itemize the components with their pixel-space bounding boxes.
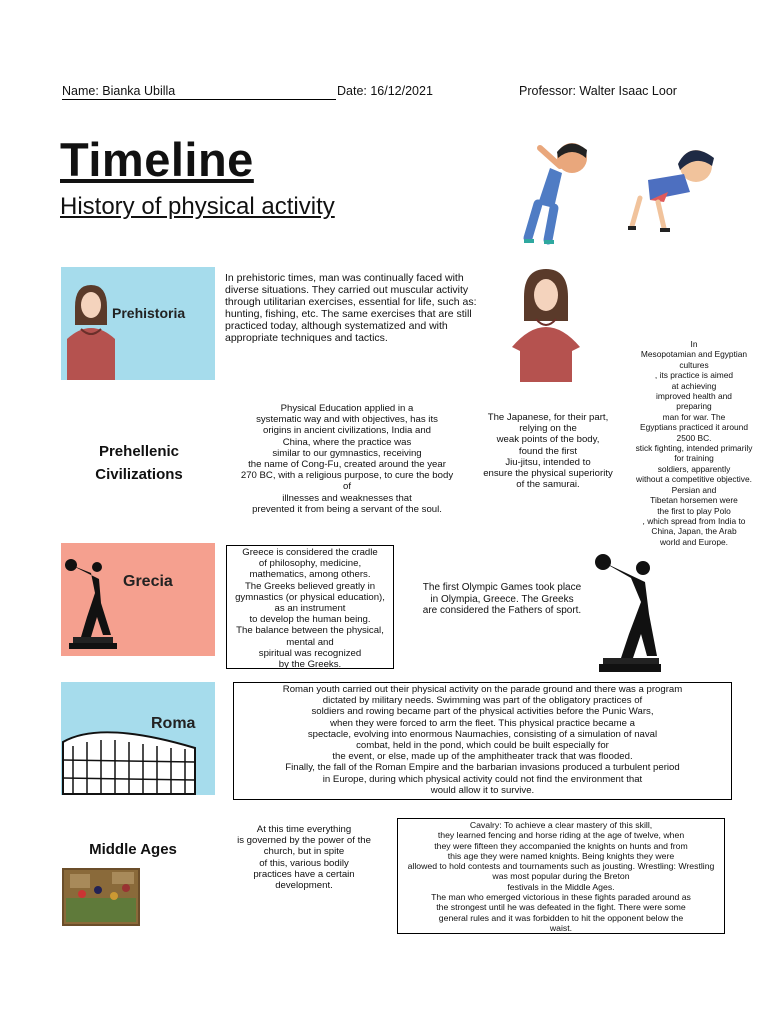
china-line: China, where the practice was	[282, 436, 412, 448]
date: Date: 16/12/2021	[337, 84, 433, 98]
mesopotamia-line: Tibetan horsemen were	[650, 495, 738, 506]
greece-line: mathematics, among others.	[249, 569, 371, 581]
china-line: 270 BC, with a religious purpose, to cure the body	[240, 470, 454, 482]
china-line: of	[342, 481, 351, 493]
rome-line: Roman youth carried out their physical activity on the parade ground and there was a program	[282, 684, 683, 695]
roma-label: Roma	[151, 715, 196, 732]
china-line: the name of Cong-Fu, created around the year	[248, 459, 446, 471]
stretching-kids-illustration	[500, 128, 725, 246]
mesopotamia-line: cultures	[679, 359, 709, 370]
prehistoria-label: Prehistoria	[112, 305, 186, 321]
prehistoria-card	[61, 267, 215, 380]
greece-line: Greece is considered the cradle	[242, 547, 378, 558]
middle-ages-heading: Middle Ages	[89, 841, 177, 858]
rome-line: Finally, the fall of the Roman Empire and the barbarian invasions produced a turbulent period	[285, 762, 680, 774]
mesopotamia-line: China, Japan, the Arab	[651, 526, 737, 537]
prehellenic-heading: Prehellenic Civilizations	[95, 443, 183, 483]
olympic-line: are considered the Fathers of sport.	[422, 605, 582, 616]
mesopotamia-line: for training	[674, 453, 714, 464]
japan-line: relying on the	[519, 423, 577, 435]
mesopotamia-line: preparing	[676, 401, 712, 412]
mesopotamia-line: the first to play Polo	[657, 505, 731, 516]
greece-line: spiritual was recognized	[258, 647, 362, 659]
middle-ages-church-text	[230, 824, 378, 891]
rome-line: spectacle, evolving into enormous Naumachies, consisting of a simulation of naval	[307, 728, 658, 740]
middle-ages-box-line: festivals in the Middle Ages.	[507, 881, 615, 892]
mesopotamia-line: Persian and	[671, 484, 717, 495]
china-line: origins in ancient civilizations, India and	[263, 425, 431, 437]
china-india-text	[230, 403, 464, 515]
prehistoric-woman-figure	[510, 267, 582, 382]
greece-line: The Greeks believed greatly in	[244, 580, 376, 592]
olympic-text	[410, 582, 594, 617]
page-subtitle: History of physical activity	[60, 193, 335, 220]
middle-ages-left-line: practices have a certain	[253, 868, 355, 880]
mesopotamia-line: , which spread from India to	[642, 515, 746, 526]
greece-line: mental and	[286, 636, 334, 648]
japan-line: weak points of the body,	[496, 434, 600, 446]
cavalry-wrestling-text-box	[397, 818, 725, 934]
mesopotamia-line: 2500 BC.	[676, 432, 712, 443]
rome-line: would allow it to survive.	[430, 784, 535, 796]
middle-ages-box-line: The man who emerged victorious in these fights paraded around as	[431, 892, 691, 903]
mesopotamia-line: Egyptians practiced it around	[639, 422, 748, 433]
rome-line: the event, or else, made up of the amphitheater track that was flooded.	[332, 751, 633, 763]
mesopotamia-line: world and Europe.	[660, 536, 728, 547]
page-title: Timeline	[60, 133, 254, 186]
grecia-card	[61, 543, 215, 656]
middle-ages-box-line: they were fifteen they accompanied the knights on hunts and from	[434, 840, 688, 851]
medieval-painting	[62, 868, 140, 926]
middle-ages-box-line: waist.	[549, 922, 573, 933]
mesopotamia-line: In	[690, 339, 698, 349]
middle-ages-left-line: development.	[275, 880, 333, 892]
grecia-label: Grecia	[123, 573, 173, 590]
mesopotamia-line: , its practice is aimed	[654, 370, 734, 381]
mesopotamia-line: stick fighting, intended primarily	[635, 443, 753, 454]
greece-line: gymnastics (or physical education),	[235, 591, 385, 603]
china-line: systematic way and with objectives, has its	[256, 414, 438, 426]
mesopotamia-line: man for war. The	[662, 411, 726, 422]
roma-card	[61, 682, 215, 795]
olympic-line: in Olympia, Greece. The Greeks	[430, 593, 574, 605]
rome-text-box	[233, 682, 732, 800]
japan-line: ensure the physical superiority	[483, 468, 613, 480]
china-line: illnesses and weaknesses that	[282, 492, 412, 504]
middle-ages-box-line: was most popular during the Breton	[492, 871, 630, 882]
mesopotamia-text	[626, 339, 762, 547]
mesopotamia-line: without a competitive objective.	[636, 474, 752, 485]
middle-ages-left-line: is governed by the power of the	[237, 835, 371, 847]
middle-ages-box-line: the strongest until he was defeated in the fight. There were some	[436, 902, 686, 913]
japan-text	[474, 412, 622, 490]
greece-line: The balance between the physical,	[236, 625, 384, 637]
middle-ages-left-line: church, but in spite	[263, 846, 345, 858]
greece-line: to develop the human being.	[249, 614, 371, 626]
rome-line: in Europe, during which physical activity could not find the environment that	[322, 773, 643, 785]
china-line: Physical Education applied in a	[280, 403, 414, 414]
olympic-line: The first Olympic Games took place	[422, 582, 582, 593]
greece-line: of philosophy, medicine,	[258, 558, 362, 570]
greece-line: by the Greeks.	[278, 659, 342, 671]
middle-ages-left-line: At this time everything	[256, 824, 352, 835]
rome-line: combat, held in the pond, which could be built especially for	[356, 740, 609, 752]
middle-ages-box-line: allowed to hold contests and tournaments such as jousting. Wrestling: Wrestling	[407, 861, 715, 872]
middle-ages-box-line: Cavalry: To achieve a clear mastery of this skill,	[469, 820, 653, 830]
professor: Professor: Walter Isaac Loor	[519, 84, 677, 98]
china-line: similar to our gymnastics, receiving	[272, 447, 422, 459]
japan-line: The Japanese, for their part,	[487, 412, 609, 423]
greece-line: as an instrument	[274, 603, 346, 615]
middle-ages-box-line: this age they were named knights. Being knights they were	[447, 850, 675, 861]
prehistoria-text: In prehistoric times, man was continually faced with diverse situations. They carried out muscular activity through utilitarian exercises, essential for life, such as: hunting, fishing, etc. The same exercises that are still practiced today, although systematized and with appropriate techniques and tactics.	[225, 272, 477, 344]
mesopotamia-line: soldiers, apparently	[657, 463, 731, 474]
middle-ages-box-line: they learned fencing and horse riding at the age of twelve, when	[437, 830, 685, 841]
japan-line: of the samurai.	[516, 479, 580, 491]
japan-line: Jiu-jitsu, intended to	[505, 456, 591, 468]
student-name: Name: Bianka Ubilla	[62, 84, 336, 100]
greece-text-box	[226, 545, 394, 669]
rome-line: dictated by military needs. Swimming was part of the obligatory practices of	[322, 695, 643, 707]
middle-ages-box-line: general rules and it was forbidden to hit the opponent below the	[438, 912, 684, 923]
rome-line: when they were forced to arm the fleet. This physical practice became a	[330, 717, 635, 729]
mesopotamia-line: improved health and	[656, 391, 732, 402]
mesopotamia-line: at achieving	[671, 380, 717, 391]
mesopotamia-line: Mesopotamian and Egyptian	[640, 349, 748, 360]
discobolus-statue	[593, 550, 665, 674]
china-line: prevented it from being a servant of the soul.	[252, 503, 442, 515]
middle-ages-left-line: of this, various bodily	[259, 857, 349, 869]
rome-line: soldiers and rowing became part of the physical activities before the Punic Wars,	[311, 706, 654, 718]
japan-line: found the first	[518, 445, 578, 457]
